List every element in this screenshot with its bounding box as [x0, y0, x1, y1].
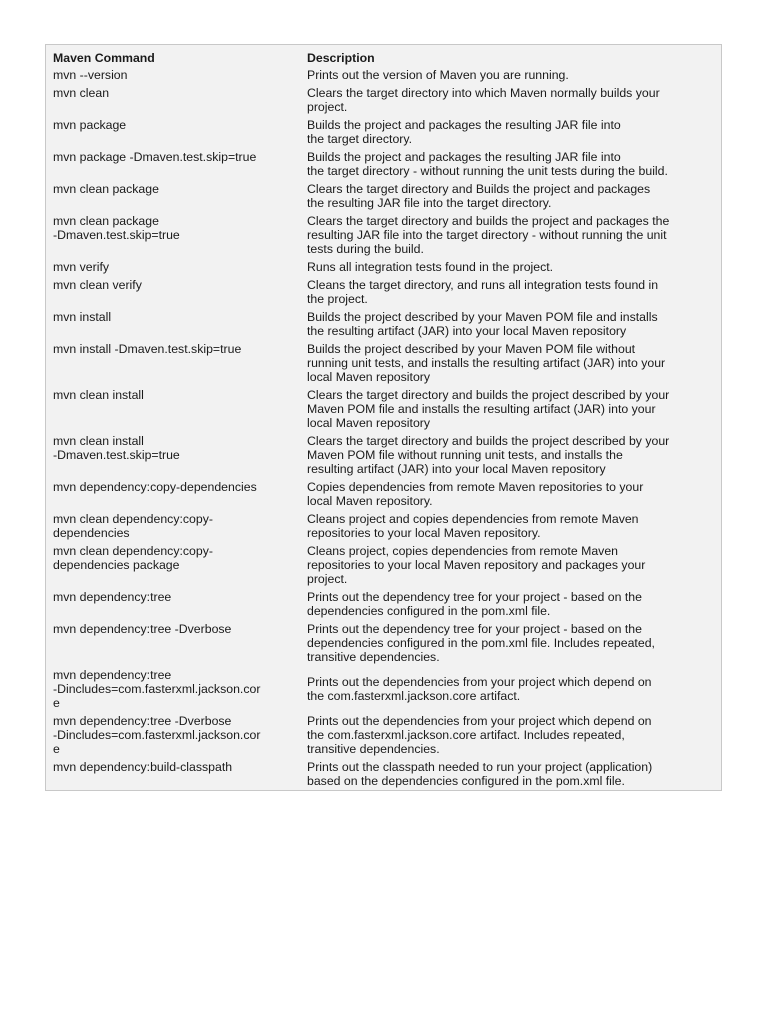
description-cell: Runs all integration tests found in the project. [307, 260, 554, 274]
description-cell: Prints out the dependency tree for your project - based on the dependencies configured in the pom.xml file. [307, 590, 642, 618]
table-row [46, 620, 721, 666]
command-cell: mvn clean dependency:copy- dependencies [53, 512, 213, 540]
table-row [46, 432, 721, 478]
table-row [46, 66, 721, 84]
command-cell: mvn install [53, 310, 112, 324]
description-cell: Prints out the version of Maven you are running. [307, 68, 569, 82]
table-row [46, 758, 721, 790]
description-cell: Prints out the dependency tree for your project - based on the dependencies configured in the pom.xml file. Includes repeated, transitive dependencies. [307, 622, 655, 664]
command-cell: mvn dependency:tree -Dincludes=com.fasterxml.jackson.cor e [53, 668, 261, 710]
description-cell: Copies dependencies from remote Maven repositories to your local Maven repository. [307, 480, 644, 508]
command-cell: mvn verify [53, 260, 110, 274]
description-cell: Prints out the classpath needed to run your project (application) based on the dependencies configured in the pom.xml file. [307, 760, 653, 788]
table-row [46, 180, 721, 212]
description-cell: Clears the target directory into which Maven normally builds your project. [307, 86, 660, 114]
description-cell: Builds the project and packages the resulting JAR file into the target directory - without running the unit tests during the build. [307, 150, 668, 178]
table-row [46, 148, 721, 180]
header-maven-command: Maven Command [53, 51, 155, 65]
table-row [46, 340, 721, 386]
command-cell: mvn clean package -Dmaven.test.skip=true [53, 214, 180, 242]
command-cell: mvn install -Dmaven.test.skip=true [53, 342, 242, 356]
table-row [46, 258, 721, 276]
command-cell: mvn clean dependency:copy- dependencies package [53, 544, 213, 572]
maven-commands-table [46, 45, 721, 790]
description-cell: Clears the target directory and builds the project described by your Maven POM file and installs the resulting artifact (JAR) into your local Maven repository [307, 388, 670, 430]
description-cell: Prints out the dependencies from your project which depend on the com.fasterxml.jackson.core artifact. [307, 675, 652, 703]
command-cell: mvn dependency:build-classpath [53, 760, 233, 774]
table-row [46, 478, 721, 510]
table-row [46, 712, 721, 758]
table-row [46, 510, 721, 542]
description-cell: Cleans the target directory, and runs all integration tests found in the project. [307, 278, 659, 306]
table-row [46, 386, 721, 432]
table-row [46, 542, 721, 588]
table-header-row [46, 45, 721, 66]
description-cell: Clears the target directory and builds the project and packages the resulting JAR file into the target directory - without running the unit tests during the build. [307, 214, 670, 256]
table-row [46, 588, 721, 620]
command-cell: mvn clean package [53, 182, 159, 196]
description-cell: Builds the project described by your Maven POM file and installs the resulting artifact (JAR) into your local Maven repository [307, 310, 658, 338]
command-cell: mvn dependency:copy-dependencies [53, 480, 257, 494]
command-cell: mvn clean verify [53, 278, 142, 292]
description-cell: Cleans project and copies dependencies from remote Maven repositories to your local Maven repository. [307, 512, 639, 540]
command-cell: mvn dependency:tree [53, 590, 172, 604]
table-row [46, 116, 721, 148]
description-cell: Clears the target directory and Builds the project and packages the resulting JAR file into the target directory. [307, 182, 651, 210]
table-row [46, 276, 721, 308]
description-cell: Prints out the dependencies from your project which depend on the com.fasterxml.jackson.core artifact. Includes repeated, transitive dependencies. [307, 714, 652, 756]
description-cell: Clears the target directory and builds the project described by your Maven POM file without running unit tests, and installs the resulting artifact (JAR) into your local Maven repository [307, 434, 670, 476]
command-cell: mvn clean install -Dmaven.test.skip=true [53, 434, 180, 462]
table-row [46, 212, 721, 258]
description-cell: Builds the project described by your Maven POM file without running unit tests, and installs the resulting artifact (JAR) into your local Maven repository [307, 342, 666, 384]
header-description: Description [307, 51, 375, 65]
command-cell: mvn dependency:tree -Dverbose [53, 622, 232, 636]
command-cell: mvn clean [53, 86, 110, 100]
table-row [46, 84, 721, 116]
command-cell: mvn --version [53, 68, 128, 82]
command-cell: mvn package [53, 118, 127, 132]
table-row [46, 666, 721, 712]
description-cell: Builds the project and packages the resulting JAR file into the target directory. [307, 118, 621, 146]
maven-commands-table-container [45, 44, 722, 791]
description-cell: Cleans project, copies dependencies from remote Maven repositories to your local Maven repository and packages your project. [307, 544, 646, 586]
command-cell: mvn clean install [53, 388, 144, 402]
command-cell: mvn package -Dmaven.test.skip=true [53, 150, 257, 164]
table-row [46, 308, 721, 340]
command-cell: mvn dependency:tree -Dverbose -Dincludes=com.fasterxml.jackson.cor e [53, 714, 261, 756]
